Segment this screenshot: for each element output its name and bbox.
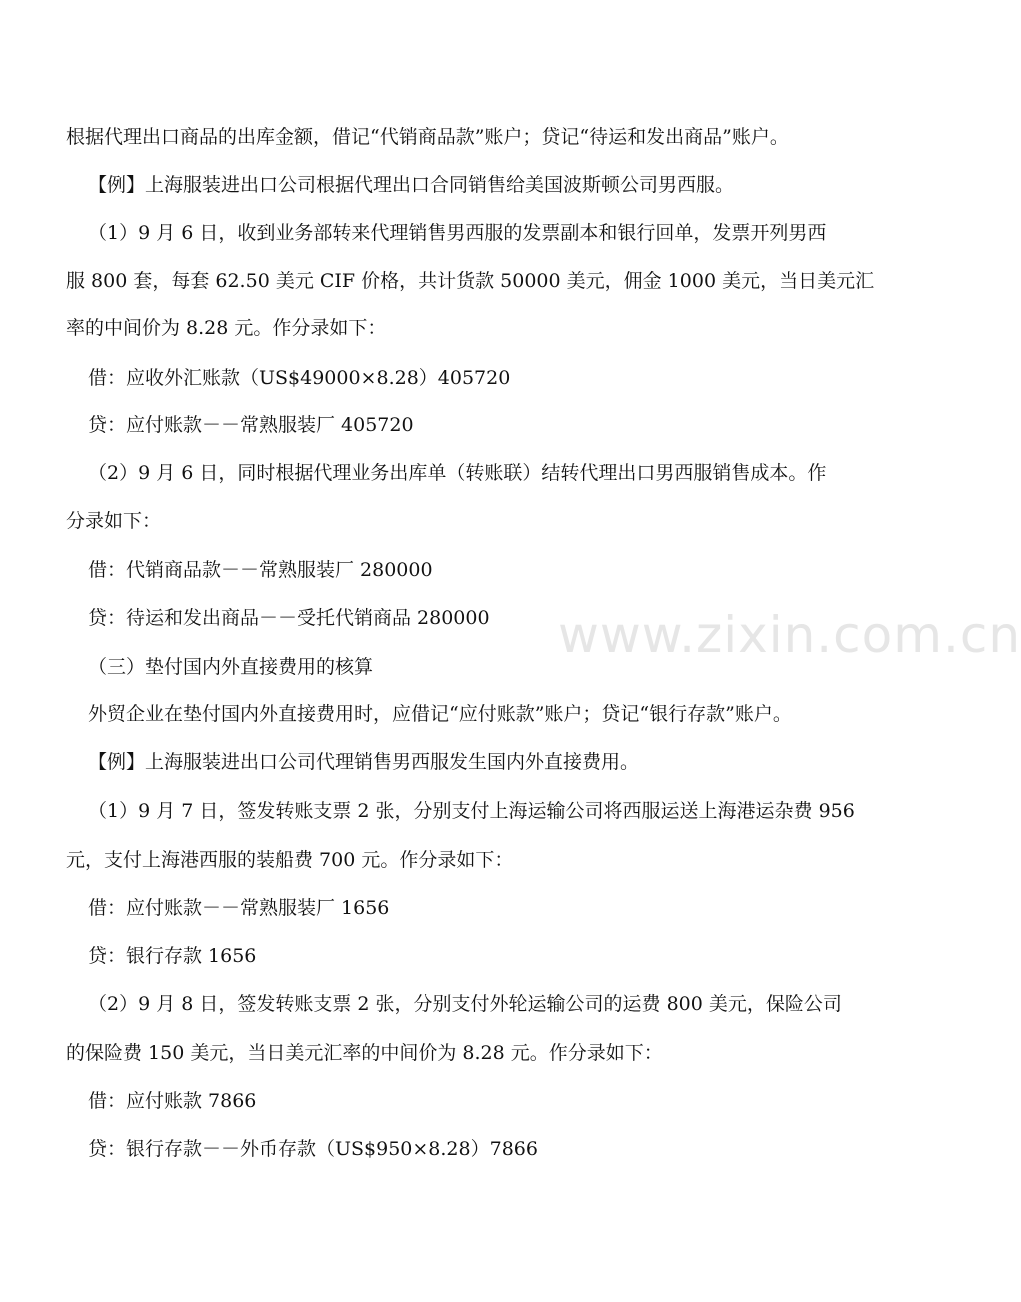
text-line: 根据代理出口商品的出库金额，借记“代销商品款”账户；贷记“待运和发出商品”账户。 [66, 126, 789, 148]
text-line: 服 800 套，每套 62.50 美元 CIF 价格，共计货款 50000 美元，佣金 1000 美元，当日美元汇 [66, 270, 875, 292]
text-line: 【例】上海服装进出口公司根据代理出口合同销售给美国波斯顿公司男西服。 [88, 174, 735, 196]
text-line: 贷：应付账款－－常熟服装厂 405720 [88, 414, 414, 436]
text-line: 率的中间价为 8.28 元。作分录如下： [66, 317, 387, 339]
text-line: （2）9 月 8 日，签发转账支票 2 张，分别支付外轮运输公司的运费 800 美元，保险公司 [88, 993, 842, 1015]
text-line: 外贸企业在垫付国内外直接费用时，应借记“应付账款”账户；贷记“银行存款”账户。 [88, 703, 792, 725]
text-line: 分录如下： [66, 510, 162, 532]
text-line: （1）9 月 7 日，签发转账支票 2 张，分别支付上海运输公司将西服运送上海港运杂费 956 [88, 800, 855, 822]
text-line: 元，支付上海港西服的装船费 700 元。作分录如下： [66, 849, 514, 871]
text-line: 借：代销商品款－－常熟服装厂 280000 [88, 559, 433, 581]
text-line: 【例】上海服装进出口公司代理销售男西服发生国内外直接费用。 [88, 751, 640, 773]
section-heading: （三）垫付国内外直接费用的核算 [88, 656, 374, 678]
text-line: 借：应付账款－－常熟服装厂 1656 [88, 897, 390, 919]
text-line: 的保险费 150 美元，当日美元汇率的中间价为 8.28 元。作分录如下： [66, 1042, 663, 1064]
watermark: www.zixin.com.cn [558, 606, 1021, 664]
text-line: 借：应收外汇账款（US$49000×8.28）405720 [88, 367, 511, 389]
text-line: 贷：待运和发出商品－－受托代销商品 280000 [88, 607, 490, 629]
text-line: （1）9 月 6 日，收到业务部转来代理销售男西服的发票副本和银行回单，发票开列男西 [88, 222, 827, 244]
text-line: （2）9 月 6 日，同时根据代理业务出库单（转账联）结转代理出口男西服销售成本。作 [88, 462, 827, 484]
text-line: 借：应付账款 7866 [88, 1090, 257, 1112]
text-line: 贷：银行存款－－外币存款（US$950×8.28）7866 [88, 1138, 538, 1160]
text-line: 贷：银行存款 1656 [88, 945, 257, 967]
